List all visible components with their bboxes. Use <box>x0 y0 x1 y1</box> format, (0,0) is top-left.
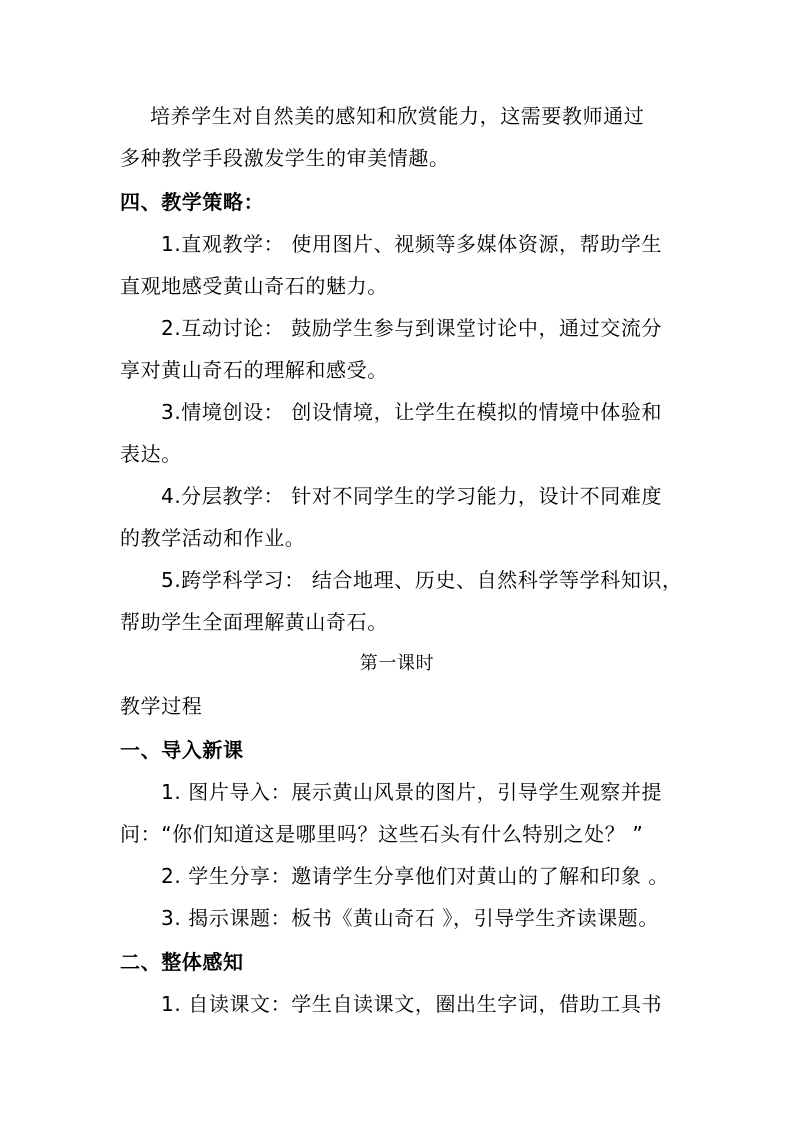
section-heading-introduction: 一、导入新课 <box>120 738 244 762</box>
list-item: 1.直观教学： 使用图片、视频等多媒体资源，帮助学生 <box>161 232 663 256</box>
paragraph-line: 享对黄山奇石的理解和感受。 <box>120 358 388 382</box>
list-item: 1. 图片导入：展示黄山风景的图片，引导学生观察并提 <box>161 780 663 804</box>
list-item: 5.跨学科学习： 结合地理、历史、自然科学等学科知识， <box>161 568 683 592</box>
paragraph-line: 多种教学手段激发学生的审美情趣。 <box>120 146 450 170</box>
paragraph-line: 表达。 <box>120 442 182 466</box>
section-heading-teaching-strategy: 四、教学策略： <box>120 190 265 214</box>
list-item: 2. 学生分享：邀请学生分享他们对黄山的了解和印象 。 <box>161 864 669 888</box>
paragraph-line: 帮助学生全面理解黄山奇石。 <box>120 610 388 634</box>
section-heading-overall-perception: 二、整体感知 <box>120 950 244 974</box>
list-item: 2.互动讨论： 鼓励学生参与到课堂讨论中，通过交流分 <box>161 316 663 340</box>
paragraph-line: 问：“你们知道这是哪里吗？这些石头有什么特别之处？ ” <box>120 822 644 846</box>
section-label-teaching-process: 教学过程 <box>120 694 203 718</box>
paragraph-line: 培养学生对自然美的感知和欣赏能力，这需要教师通过 <box>150 104 645 128</box>
list-item: 4.分层教学： 针对不同学生的学习能力，设计不同难度 <box>161 484 663 508</box>
lesson-title: 第一课时 <box>359 653 435 674</box>
list-item: 3. 揭示课题：板书《黄山奇石 》，引导学生齐读课题。 <box>161 906 659 930</box>
list-item: 1. 自读课文：学生自读课文，圈出生字词，借助工具书 <box>161 992 663 1016</box>
list-item: 3.情境创设： 创设情境，让学生在模拟的情境中体验和 <box>161 400 663 424</box>
paragraph-line: 的教学活动和作业。 <box>120 526 306 550</box>
paragraph-line: 直观地感受黄山奇石的魅力。 <box>120 274 388 298</box>
